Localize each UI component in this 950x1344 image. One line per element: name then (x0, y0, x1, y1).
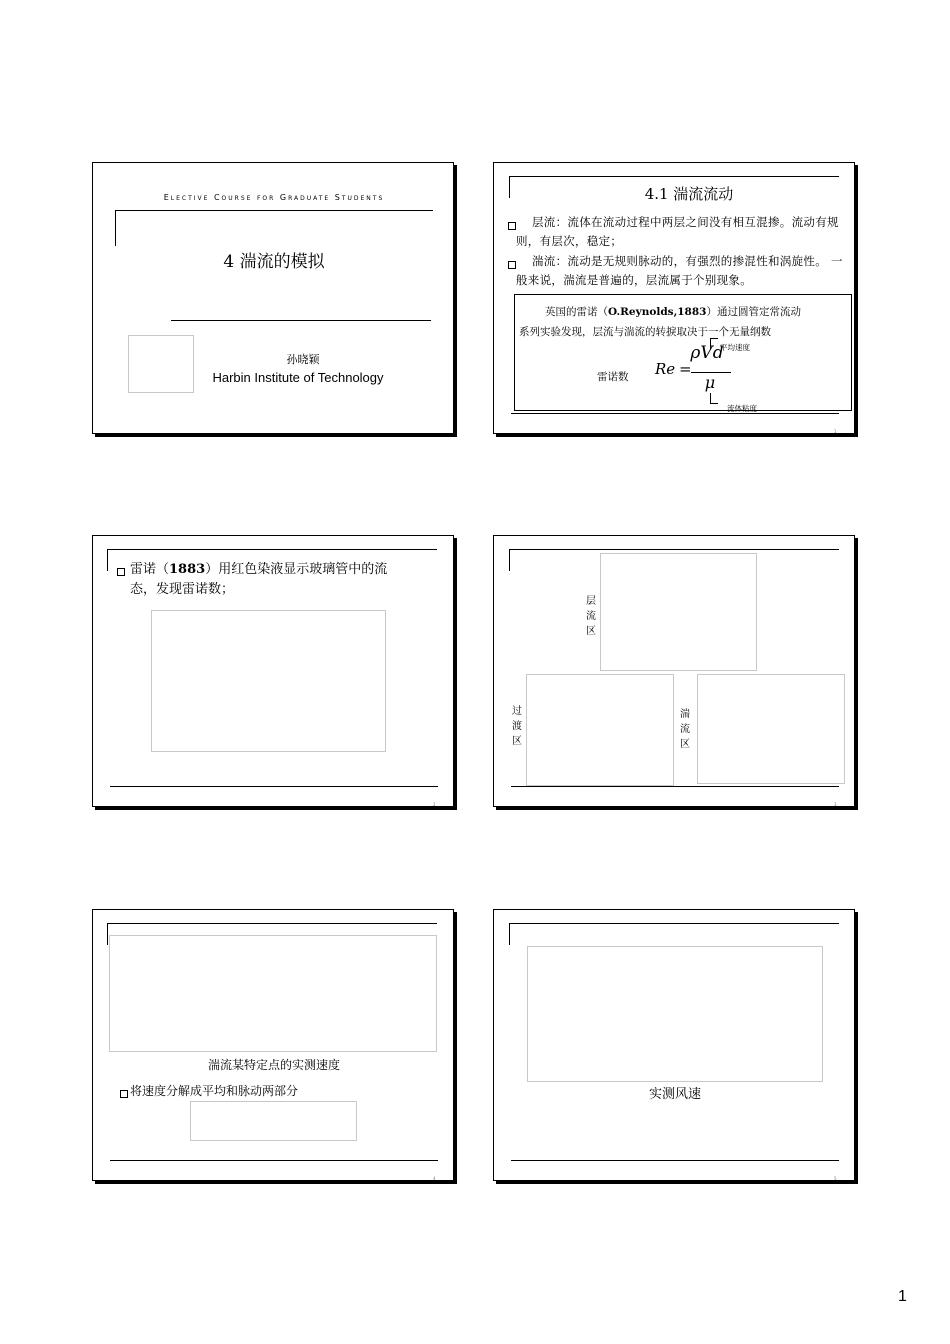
note-arrow-top (710, 338, 711, 350)
header-rule (115, 210, 433, 211)
label-transition: 过渡区 (512, 706, 522, 747)
label-turbulent: 湍流区 (680, 709, 690, 750)
experiment-bullet-line1: 雷诺（1883）用红色染液显示玻璃管中的流 (130, 562, 388, 577)
slide-corner-rule (509, 923, 510, 945)
slide-top-rule (107, 549, 437, 550)
velocity-caption: 湍流某特定点的实测速度 (207, 1058, 340, 1072)
note-arrow-bottom-h (710, 403, 718, 404)
experiment-image (151, 610, 386, 752)
formula-denominator: μ (704, 373, 716, 392)
slide-bottom-rule (511, 413, 839, 414)
slide-page-number: 4 (433, 1176, 436, 1181)
decomposition-bullet: 将速度分解成平均和脉动两部分 (130, 1084, 299, 1098)
formula-equals: = (679, 360, 692, 378)
bullet-marker (508, 261, 516, 269)
note-fluid-viscosity: 流体粘度 (727, 404, 757, 413)
slide-measured-wind (493, 909, 855, 1181)
slide-page-number: 2 (433, 802, 436, 807)
slide-reynolds-experiment (92, 535, 454, 807)
velocity-chart-image (109, 935, 437, 1052)
slide-turbulent-flow (493, 162, 855, 434)
slide-title-text: 4.1 湍流流动 (644, 185, 734, 203)
slide-bottom-rule (511, 786, 839, 787)
turbulent-definition: 湍流：流动是无规则脉动的，有强烈的掺混性和涡旋性。 一般来说，湍流是普遍的，层流属于个别现象。 (516, 254, 843, 287)
note-arrow-top-h (710, 338, 718, 339)
turbulent-image (697, 674, 845, 784)
wind-caption: 实测风速 (648, 1087, 701, 1102)
institution-name: Harbin Institute of Technology (212, 370, 384, 385)
slide-top-rule (509, 923, 839, 924)
decomposition-formula-image (190, 1101, 357, 1141)
slide-corner-rule (107, 549, 108, 571)
wind-speed-chart-image (527, 946, 823, 1082)
slide-page-number: 1 (834, 429, 837, 434)
slide-top-rule (107, 923, 437, 924)
slide-corner-rule (509, 176, 510, 198)
slide-bottom-rule (511, 1160, 839, 1161)
slide-top-rule (509, 176, 839, 177)
bullet-marker (120, 1090, 128, 1098)
laminar-definition: 层流：流体在流动过程中两层之间没有相互混掺。流动有规则，有层次，稳定； (516, 215, 839, 248)
slide-top-rule (509, 549, 839, 550)
formula-lhs: Re (655, 360, 676, 378)
formula-label: 雷诺数 (597, 371, 629, 383)
laminar-image (600, 553, 757, 671)
experiment-bullet-line2: 态，发现雷诺数； (130, 582, 235, 597)
slide-title (92, 162, 454, 434)
slide-title-text: 4 湍流的模拟 (223, 252, 325, 272)
title-underline (171, 320, 431, 321)
slide-bottom-rule (110, 1160, 438, 1161)
label-laminar: 层流区 (586, 596, 596, 637)
note-arrow-bottom (710, 393, 711, 403)
formula-numerator: ρVd (690, 343, 724, 363)
slide-corner-rule (107, 923, 108, 945)
note-mean-velocity: 平均速度 (720, 343, 750, 352)
reynolds-box-line1: 英国的雷诺（O.Reynolds,1883）通过圆管定常流动 (545, 306, 801, 318)
slide-page-number: 5 (834, 1176, 837, 1181)
document-page-number: 1 (898, 1288, 907, 1305)
header-corner-rule (115, 210, 116, 246)
bullet-marker (117, 568, 125, 576)
slide-flow-regimes (493, 535, 855, 807)
bullet-marker (508, 222, 516, 230)
slide-bottom-rule (110, 786, 438, 787)
reynolds-box-line2: 系列实验发现，层流与湍流的转捩取决于一个无量纲数 (519, 326, 771, 338)
transition-image (526, 674, 674, 786)
course-header: Elective Course for Graduate Students (163, 193, 385, 202)
slide-corner-rule (509, 549, 510, 571)
reynolds-box (514, 294, 852, 411)
author-name: 孙晓颖 (286, 353, 320, 366)
slide-measured-velocity (92, 909, 454, 1181)
slide-page-number: 3 (834, 802, 837, 807)
